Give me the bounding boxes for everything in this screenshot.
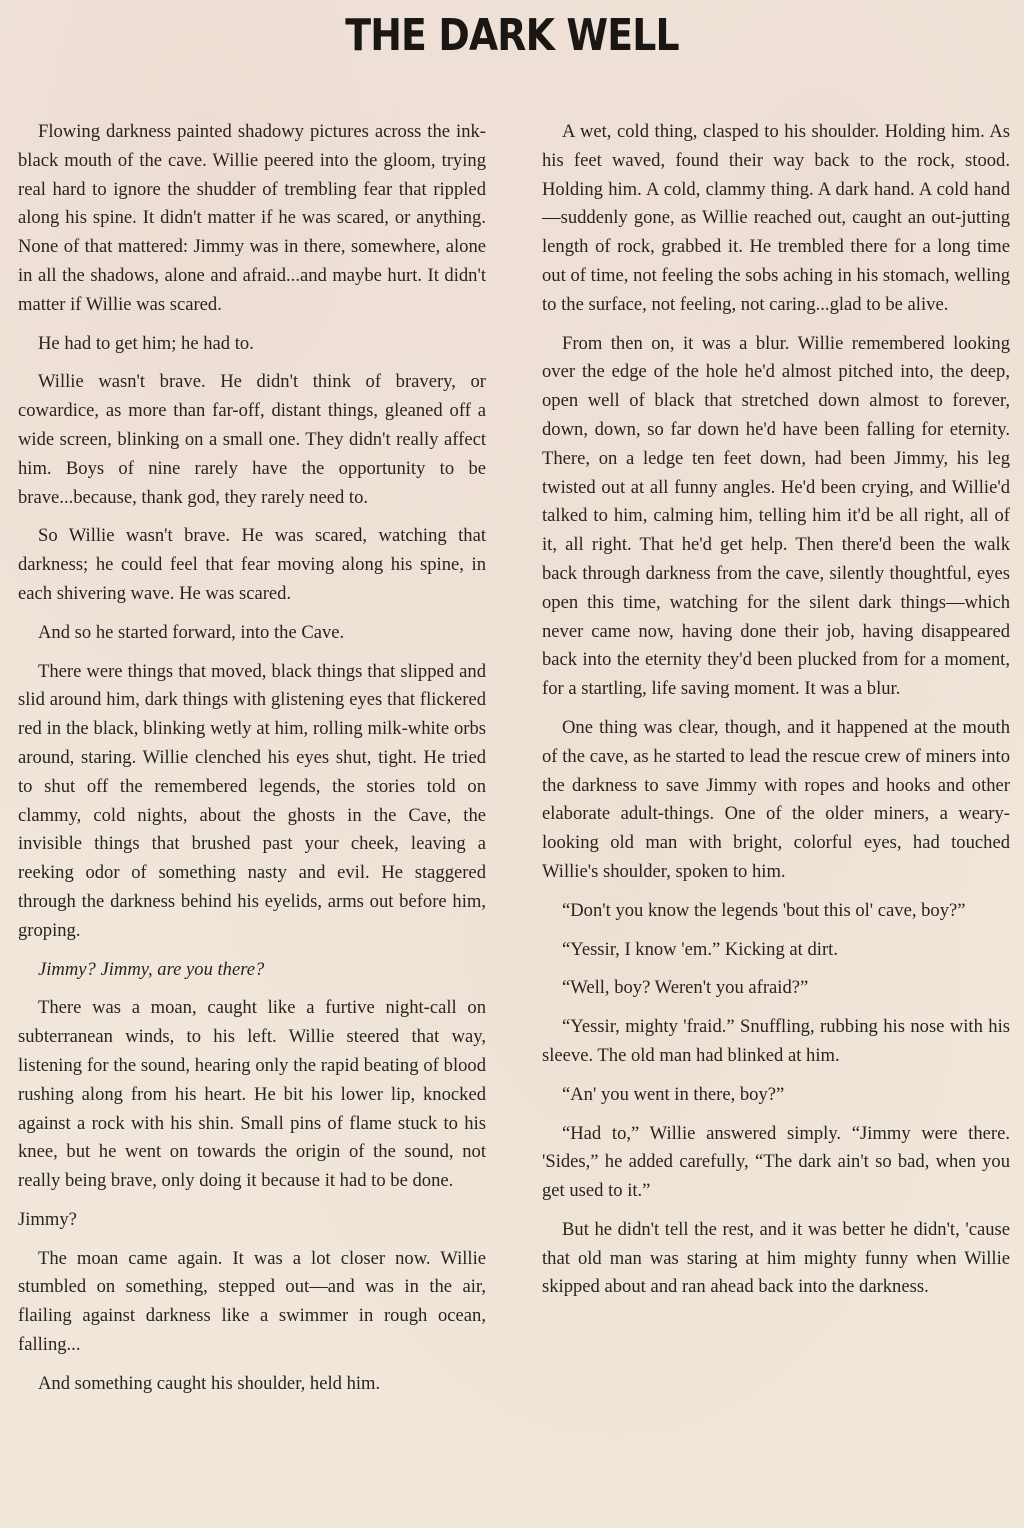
paragraph: There was a moan, caught like a furtive night-call on subterranean winds, to his left. Willie steered that way, listening for the sound, hearing only the rapid beating of blood rushing along from his heart. He bit his lower lip, knocked against a rock with his shin. Small pins of flame stuck to his knee, but he went on towards the origin of the sound, not really being brave, only doing it because it had to be done. xyxy=(18,997,486,1192)
paragraph: The moan came again. It was a lot closer now. Willie stumbled on something, stepped out—and was in the air, flailing against darkness like a swimmer in rough ocean, falling... xyxy=(18,1247,486,1356)
paragraph: “An' you went in there, boy?” xyxy=(562,1083,785,1105)
paragraph: “Yessir, mighty 'fraid.” Snuffling, rubbing his nose with his sleeve. The old man had blinked at him. xyxy=(542,1016,1010,1066)
paragraph: So Willie wasn't brave. He was scared, watching that darkness; he could feel that fear moving along his spine, in each shivering wave. He was scared. xyxy=(18,525,486,604)
story-title: THE DARK WELL xyxy=(345,10,679,61)
paragraph: A wet, cold thing, clasped to his shoulder. Holding him. As his feet waved, found their way back to the rock, stood. Holding him. A cold, clammy thing. A dark hand. A cold hand—suddenly gone, as Willie reached out, caught an out-jutting length of rock, grabbed it. He trembled there for a long time out of time, not feeling the sobs aching in his stomach, welling to the surface, not feeling, not caring...glad to be alive. xyxy=(542,121,1010,315)
paragraph: There were things that moved, black things that slipped and slid around him, dark things with glistening eyes that flickered red in the black, blinking wetly at him, rolling milk-white orbs around, staring. Willie clenched his eyes shut, tight. He tried to shut off the remembered legends, the stories told on clammy, cold nights, about the ghosts in the Cave, the invisible things that brushed past your cheek, leaving a reeking odor of something nasty and evil. He staggered through the darkness behind his eyelids, arms out before him, groping. xyxy=(18,660,486,941)
paragraph: And so he started forward, into the Cave. xyxy=(38,621,345,643)
paragraph: “Had to,” Willie answered simply. “Jimmy were there. 'Sides,” he added carefully, “The dark ain't so bad, when you get used to it.” xyxy=(542,1122,1010,1202)
right-column xyxy=(542,118,1010,1302)
paragraph: One thing was clear, though, and it happened at the mouth of the cave, as he started to lead the rescue crew of miners into the darkness to save Jimmy with ropes and hooks and other elaborate adult-things. One of the older miners, a weary-looking old man with bright, colorful eyes, had touched Willie's shoulder, spoken to him. xyxy=(542,716,1010,882)
paragraph: Jimmy? xyxy=(18,1208,77,1230)
left-column xyxy=(18,118,486,1399)
paragraph: Flowing darkness painted shadowy pictures across the ink-black mouth of the cave. Willie peered into the gloom, trying real hard to ignore the shudder of trembling fear that rippled along his spine. It didn't matter if he was scared, or anything. None of that mattered: Jimmy was in there, somewhere, alone in all the shadows, alone and afraid...and maybe hurt. It didn't matter if Willie was scared. xyxy=(18,121,486,315)
paragraph-italic: Jimmy? Jimmy, are you there? xyxy=(38,958,265,980)
paragraph: He had to get him; he had to. xyxy=(38,332,254,354)
paragraph: But he didn't tell the rest, and it was better he didn't, 'cause that old man was staring at him mighty funny when Willie skipped about and ran ahead back into the darkness. xyxy=(542,1218,1010,1298)
paragraph: “Don't you know the legends 'bout this ol' cave, boy?” xyxy=(562,899,966,921)
paragraph: “Yessir, I know 'em.” Kicking at dirt. xyxy=(562,938,838,960)
paragraph: Willie wasn't brave. He didn't think of bravery, or cowardice, as more than far-off, distant things, gleaned off a wide screen, blinking on a small one. They didn't really affect him. Boys of nine rarely have the opportunity to be brave...because, thank god, they rarely need to. xyxy=(18,371,486,508)
paragraph: From then on, it was a blur. Willie remembered looking over the edge of the hole he'd almost pitched into, the deep, open well of black that stretched down almost to forever, down, down, so far down he'd have been falling for eternity. There, on a ledge ten feet down, had been Jimmy, his leg twisted out at all funny angles. He'd been crying, and Willie'd talked to him, calming him, telling him it'd be all right, all of it, all right. That he'd get help. Then there'd been the walk back through darkness from the cave, silently thoughtful, eyes open this time, watching for the silent dark things—which never came now, having done their job, having disappeared back into the eternity they'd been plucked from for a moment, for a startling, life saving moment. It was a blur. xyxy=(542,332,1010,700)
paragraph: “Well, boy? Weren't you afraid?” xyxy=(562,977,809,999)
paragraph: And something caught his shoulder, held him. xyxy=(38,1372,381,1394)
